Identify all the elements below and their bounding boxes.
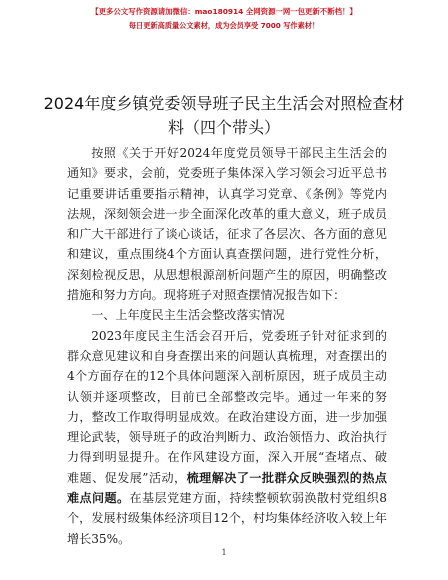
page-number: 1: [221, 548, 227, 557]
section-heading: 一、上年度民主生活会整改落实情况: [91, 308, 285, 323]
document-title: 2024年度乡镇党委领导班子民主生活会对照检查材料（四个带头）: [43, 94, 405, 137]
rectification-paragraph: [67, 326, 387, 549]
promo-banner-line-1: 【更多公文写作资源请加微信：mao180914 全网资源一网一包更新不断档！】: [91, 7, 357, 16]
document-body: [67, 143, 387, 549]
intro-paragraph: 按照《关于开好2024年度党员领导干部民主生活会的通知》要求，会前，党委班子集体深入学习领会习近平总书记重要讲话重要指示精神，认真学习党章、《条例》等党内法规，深刻领会进一步全面深化改革的重大意义，班子成员和广大干部进行了谈心谈话，征求了各层次、各方面的意见和建议，重点围绕4个方面认真查摆问题，进行党性分析，深刻检视反思，从思想根源剖析问题产生的原因，明确整改措施和努力方向。现将班子对照查摆情况报告如下：: [67, 146, 387, 303]
rectification-tail-text: 在基层党建方面，持续整顿软弱涣散村党组织8个，发展村级集体经济项目12个，村均集体经济收入较上年增长35%。: [67, 491, 387, 546]
promo-banner: [0, 6, 448, 32]
rectification-text: 2023年度民主生活会召开后，党委班子针对征求到的群众意见建议和自身查摆出来的问题认真梳理，对查摆出的4个方面存在的12个具体问题深入剖析原因，班子成员主动认领并逐项整改，目前已全部整改完毕。通过一年来的努力，整改工作取得明显成效。在政治建设方面，进一步加强理论武装，领导班子的政治判断力、政治领悟力、政治执行力得到明显提升。在作风建设方面，深入开展“查堵点、破难题、促发展”活动，: [67, 328, 387, 485]
promo-banner-line-2: 每日更新高质量公文素材，成为会员享受 7000 写作素材！: [128, 21, 320, 30]
rectification-bold-text: 梳理解决了一批群众反映强烈的热点难点问题。: [67, 470, 387, 506]
